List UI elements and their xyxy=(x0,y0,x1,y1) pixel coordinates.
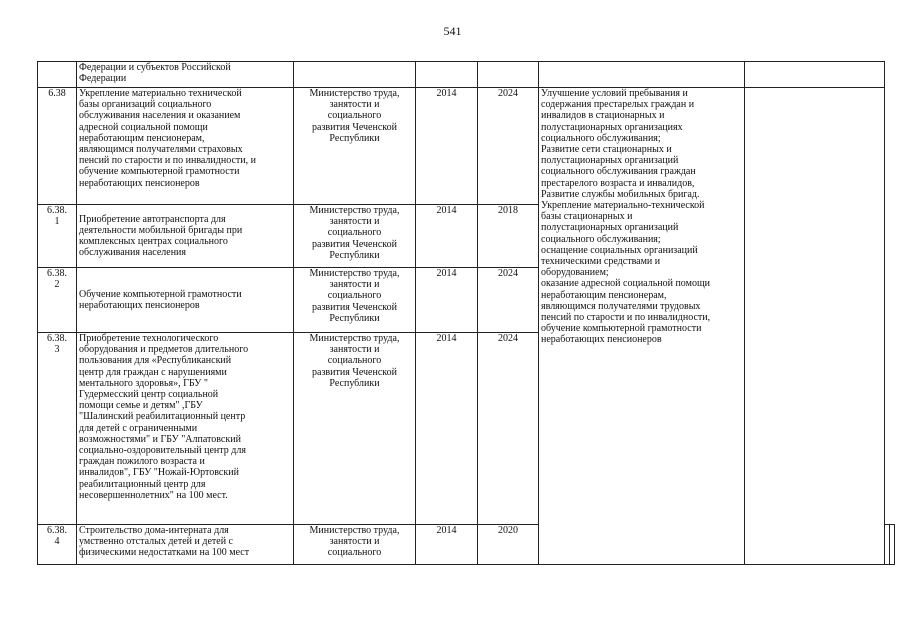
task-description: Приобретение автотранспорта для деятельности мобильной бригады при комплексных центрах социального обслуживания населения xyxy=(77,205,294,268)
row-number: 6.38. 4 xyxy=(38,525,77,565)
notes-cell xyxy=(745,88,885,565)
notes-cell xyxy=(890,525,895,565)
task-description: Обучение компьютерной грамотности неработающих пенсионеров xyxy=(77,268,294,333)
executor-cell xyxy=(294,62,416,88)
result-cell-empty xyxy=(539,62,745,88)
program-activities-table xyxy=(37,61,895,565)
row-number xyxy=(38,62,77,88)
end-year: 2024 xyxy=(478,268,539,333)
task-description: Приобретение технологического оборудования и предметов длительного пользования для «Республиканский центр для граждан с нарушениями ментального здоровья», ГБУ " Гудермесский центр социальной помощи семье и детям" ,ГБУ "Шалинский реабилитационный центр для детей с ограниченными возможностями" и ГБУ "Алпатовский социально-оздоровительный центр для граждан пожилого возраста и инвалидов", ГБУ "Ножай-Юртовский реабилитационный центр для несовершеннолетних" на 100 мест. xyxy=(77,333,294,525)
task-description: Строительство дома-интерната для умственно отсталых детей и детей с физическими недостатками на 100 мест xyxy=(77,525,294,565)
row-number: 6.38. 3 xyxy=(38,333,77,525)
row-number: 6.38. 2 xyxy=(38,268,77,333)
task-description: Федерации и субъектов Российской Федерации xyxy=(77,62,294,88)
row-number: 6.38 xyxy=(38,88,77,205)
task-description: Укрепление материально технической базы организаций социального обслуживания населения и оказанием адресной социальной помощи неработающим пенсионерам, являющимся получателями страховых пенсий по старости и по инвалидности, и обучение компьютерной грамотности неработающих пенсионеров xyxy=(77,88,294,205)
executor-cell: Министерство труда, занятости и социального xyxy=(294,525,416,565)
end-year: 2024 xyxy=(478,88,539,205)
start-year: 2014 xyxy=(416,525,478,565)
end-year xyxy=(478,62,539,88)
executor-cell: Министерство труда, занятости и социального развития Чеченской Республики xyxy=(294,205,416,268)
executor-cell: Министерство труда, занятости и социального развития Чеченской Республики xyxy=(294,333,416,525)
start-year: 2014 xyxy=(416,268,478,333)
start-year: 2014 xyxy=(416,88,478,205)
start-year xyxy=(416,62,478,88)
notes-cell xyxy=(745,62,885,88)
table-row xyxy=(38,62,895,88)
expected-results: Улучшение условий пребывания и содержания престарелых граждан и инвалидов в стационарных и полустационарных организациях социального обслуживания; Развитие сети стационарных и полустационарных организаций социального обслуживания граждан престарелого возраста и инвалидов, Развитие службы мобильных бригад. Укрепление материально-технической базы стационарных и полустационарных организаций социального обслуживания; оснащение социальных организаций техническими средствами и оборудованием; оказание адресной социальной помощи неработающим пенсионерам, являющимся получателями трудовых пенсий по старости и по инвалидности, обучение компьютерной грамотности неработающих пенсионеров xyxy=(539,88,745,565)
end-year: 2018 xyxy=(478,205,539,268)
row-number: 6.38. 1 xyxy=(38,205,77,268)
end-year: 2024 xyxy=(478,333,539,525)
executor-cell: Министерство труда, занятости и социального развития Чеченской Республики xyxy=(294,268,416,333)
page-number: 541 xyxy=(443,24,462,38)
start-year: 2014 xyxy=(416,333,478,525)
start-year: 2014 xyxy=(416,205,478,268)
table-row xyxy=(38,88,895,205)
executor-cell: Министерство труда, занятости и социального развития Чеченской Республики xyxy=(294,88,416,205)
end-year: 2020 xyxy=(478,525,539,565)
